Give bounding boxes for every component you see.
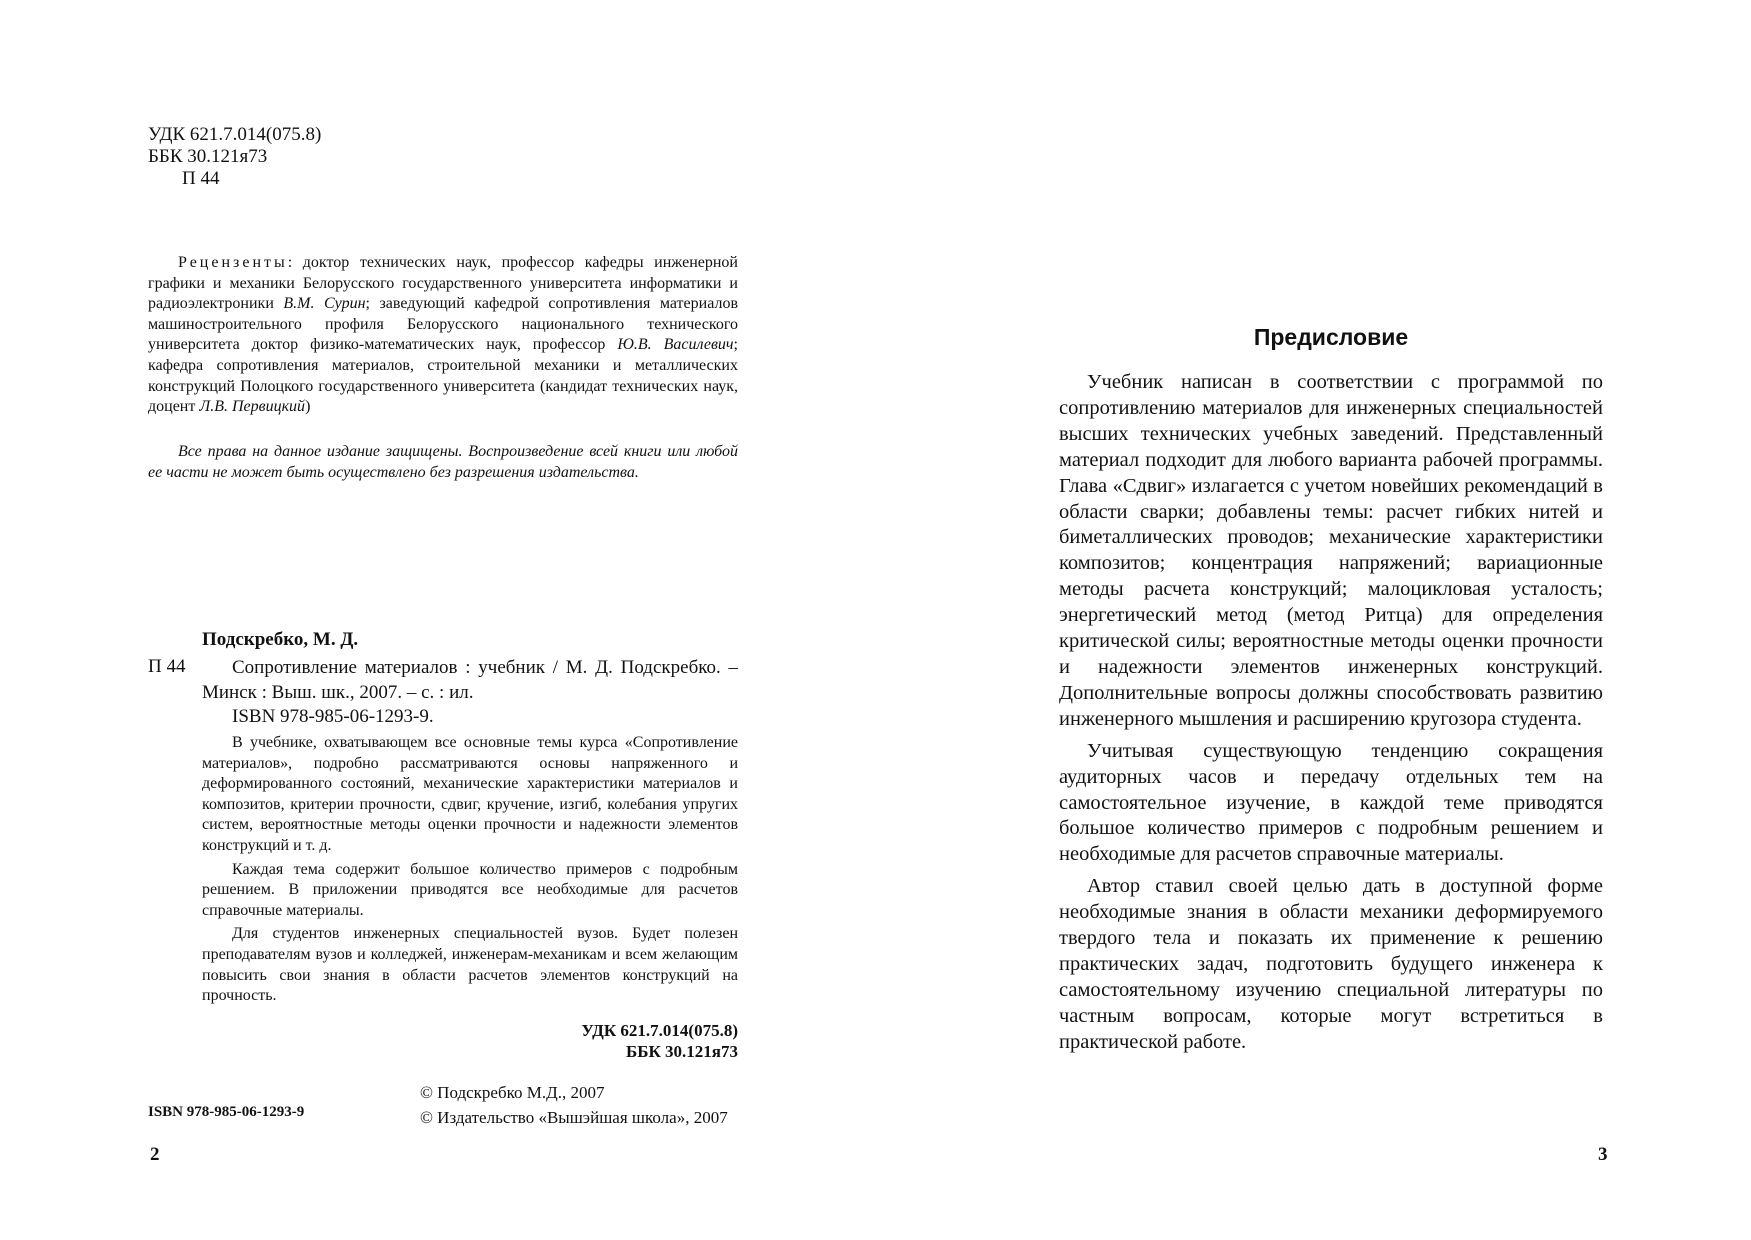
annotation-paragraph: В учебнике, охватывающем все основные темы курса «Сопротивление материалов», подробно рассматриваются основы напряженного и деформированного состояний, механические характеристики материалов и композитов, критерии прочности, сдвиг, кручение, изгиб, колебания упругих систем, вероятностные методы оценки прочности и надежности элементов конструкций и т. д.: [202, 734, 738, 854]
page-number-right: 3: [1598, 1144, 1608, 1165]
reviewer-name-2: Ю.В. Василевич: [617, 336, 734, 354]
reviewers-text-2: ; заведующий кафедрой сопротивления материалов машиностроительного профиля Белорусского национального технического университета доктор физико-математических наук, профессор: [148, 295, 738, 354]
bib-record: [202, 656, 738, 730]
annotation-paragraph: Каждая тема содержит большое количество примеров с подробным решением. В приложении приводятся все необходимые для расчетов справочные материалы.: [202, 860, 738, 919]
reviewers-text-3: ; кафедра сопротивления материалов, строительной механики и металлических конструкций Полоцкого государственного университета (кандидат технических наук, доцент: [148, 336, 738, 416]
reviewers-text-1: : доктор технических наук, профессор кафедры инженерной графики и механики Белорусского государственного университета информатики и радиоэлектроники: [148, 254, 738, 313]
bottom-udk-code: УДК 621.7.014(075.8): [581, 1021, 738, 1040]
bib-author: Подскребко, М. Д.: [202, 629, 359, 650]
udk-code: УДК 621.7.014(075.8): [148, 124, 322, 145]
preface-body: [1059, 370, 1603, 1056]
rights-text: Все права на данное издание защищены. Воспроизведение всей книги или любой ее части не может быть осуществлено без разрешения издательства.: [148, 443, 738, 481]
reviewers-block: [148, 253, 738, 418]
rights-notice: [148, 442, 738, 483]
reviewers-label: Рецензенты: [178, 254, 288, 271]
preface-paragraph: Автор ставил своей целью дать в доступной форме необходимые знания в области механики деформируемого твердого тела и показать их применение к решению практических задач, подготовить будущего инженера к самостоятельному изучению специальной литературы по частным вопросам, которые могут встретиться в практической работе.: [1059, 875, 1603, 1053]
preface-heading: Предисловие: [1253, 324, 1409, 350]
preface-paragraph: Учебник написан в соответствии с программой по сопротивлению материалов для инженерных специальностей высших технических учебных заведений. Представленный материал подходит для любого варианта рабочей программы. Глава «Сдвиг» излагается с учетом новейших рекомендаций в области сварки; добавлены темы: расчет гибких нитей и биметаллических проводов; механические характеристики композитов; концентрация напряжений; вариационные методы расчета конструкций; малоцикловая усталость; энергетический метод (метод Ритца) для определения критической силы; вероятностные методы оценки прочности и надежности элементов инженерных конструкций. Дополнительные вопросы должны способствовать развитию инженерного мышления и расширению кругозора студента.: [1059, 371, 1603, 730]
bib-isbn: ISBN 978-985-06-1293-9.: [232, 706, 434, 727]
copyright-publisher: © Издательство «Вышэйшая школа», 2007: [420, 1108, 728, 1127]
preface-paragraph: Учитывая существующую тенденцию сокращения аудиторных часов и передачу отдельных тем на самостоятельное изучение, в каждой теме приводятся большое количество примеров с подробным решением и необходимые для расчетов справочные материалы.: [1059, 739, 1603, 866]
reviewer-name-3: Л.В. Первицкий: [199, 398, 306, 416]
bib-index: П 44: [148, 656, 186, 677]
bib-title-line: Сопротивление материалов : учебник / М. Д. Подскребко. – Минск : Выш. шк., 2007. – с. : ил.: [202, 657, 738, 703]
right-page: [875, 0, 1751, 1240]
annotation: [202, 733, 738, 1007]
reviewers-text-4: ): [305, 398, 311, 416]
bbk-code: ББК 30.121я73: [148, 146, 268, 167]
bottom-bbk-code: ББК 30.121я73: [625, 1042, 738, 1061]
classification-codes: [148, 124, 321, 190]
copyright-block: [420, 1080, 728, 1130]
left-page: [0, 0, 875, 1240]
author-index: П 44: [182, 168, 220, 189]
reviewer-name-1: В.М. Сурин: [283, 295, 366, 313]
bottom-classification-codes: [420, 1020, 738, 1062]
isbn-bottom: ISBN 978-985-06-1293-9: [148, 1104, 305, 1120]
copyright-author: © Подскребко М.Д., 2007: [420, 1083, 605, 1102]
annotation-paragraph: Для студентов инженерных специальностей вузов. Будет полезен преподавателям вузов и колледжей, инженерам-механикам и всем желающим повысить свои знания в области расчетов элементов конструкций на прочность.: [202, 925, 738, 1005]
page-number-left: 2: [150, 1144, 160, 1165]
